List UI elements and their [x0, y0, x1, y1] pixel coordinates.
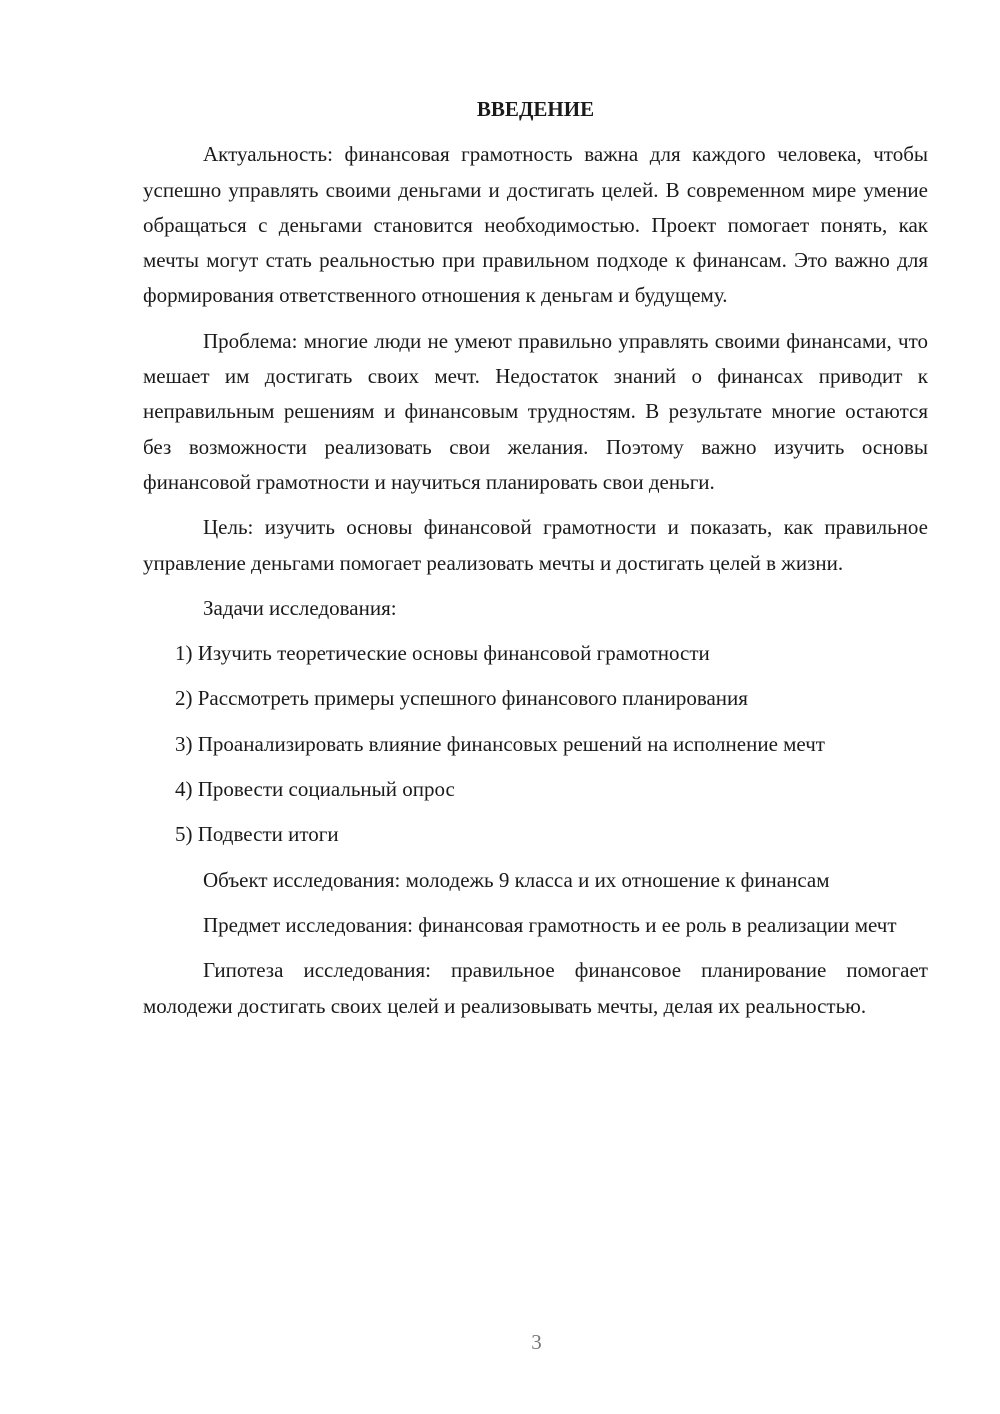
paragraph-problem: Проблема: многие люди не умеют правильно управлять своими финансами, что мешает им достигать своих мечт. Недостаток знаний о финансах приводит к неправильным решениям и финансовым трудностям. В результате многие остаются без возможности реализовать свои желания. Поэтому важно изучить основы финансовой грамотности и научиться планировать свои деньги. [143, 328, 928, 494]
tasks-heading: Задачи исследования: [203, 595, 397, 620]
page-content [143, 92, 928, 1024]
task-item: 5) Подвести итоги [175, 822, 339, 847]
paragraph-relevance: Актуальность: финансовая грамотность важна для каждого человека, чтобы успешно управлять своими деньгами и достигать целей. В современном мире умение обращаться с деньгами становится необходимостью. Проект помогает понять, как мечты могут стать реальностью при правильном подходе к финансам. Это важно для формирования ответственного отношения к деньгам и будущему. [143, 142, 928, 308]
task-item: 3) Проанализировать влияние финансовых решений на исполнение мечт [175, 731, 825, 756]
section-title: ВВЕДЕНИЕ [476, 97, 595, 121]
paragraph-goal: Цель: изучить основы финансовой грамотности и показать, как правильное управление деньгами помогает реализовать мечты и достигать целей в жизни. [143, 515, 928, 575]
paragraph-object: Объект исследования: молодежь 9 класса и их отношение к финансам [203, 867, 830, 892]
task-item: 4) Провести социальный опрос [175, 777, 455, 802]
task-item: 2) Рассмотреть примеры успешного финансового планирования [175, 686, 748, 711]
page-number: 3 [531, 1330, 542, 1354]
paragraph-subject: Предмет исследования: финансовая грамотность и ее роль в реализации мечт [203, 912, 897, 937]
paragraph-hypothesis: Гипотеза исследования: правильное финансовое планирование помогает молодежи достигать своих целей и реализовывать мечты, делая их реальностью. [143, 958, 928, 1018]
task-item: 1) Изучить теоретические основы финансовой грамотности [175, 641, 710, 666]
